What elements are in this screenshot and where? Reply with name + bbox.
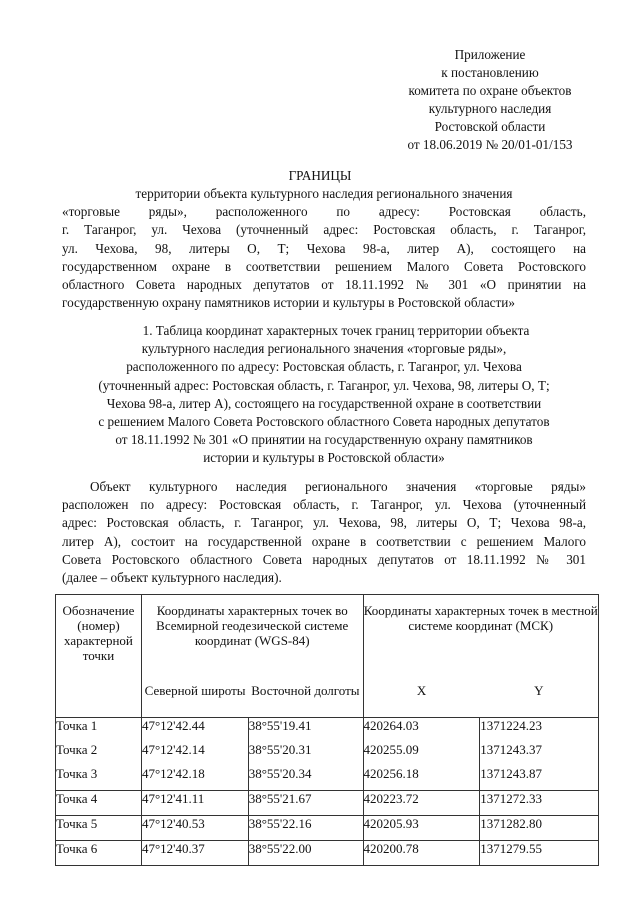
section-line: 1. Таблица координат характерных точек границ территории объекта (142, 323, 530, 338)
header-north: Северной широты (141, 683, 248, 718)
object-line: Объект культурного наследия регионального значения «торговые ряды» (90, 479, 586, 494)
table-subheader-row (56, 683, 599, 718)
object-line: литер А), состоит на государственной охране в соответствии с решением Малого (62, 533, 586, 549)
coordinates-table (55, 594, 599, 866)
header-point: Обозначение (номер) характерной точки (56, 595, 142, 684)
header-y: Y (480, 683, 599, 718)
cell-north: 47°12'40.37 (141, 841, 248, 866)
section-line: культурного наследия регионального значения «торговые ряды», (141, 341, 507, 357)
cell-x: 420264.03 (363, 718, 480, 743)
cell-y: 1371272.33 (480, 791, 599, 816)
section-line: истории и культуры в Ростовской области» (203, 450, 445, 466)
cell-y: 1371282.80 (480, 816, 599, 841)
cell-y: 1371243.87 (480, 766, 599, 791)
cell-point: Точка 1 (56, 718, 142, 743)
cell-north: 47°12'42.44 (141, 718, 248, 743)
cell-east: 38°55'19.41 (248, 718, 363, 743)
intro-line: г. Таганрог, ул. Чехова (уточненный адрес: Ростовская область, г. Таганрог, (62, 222, 586, 238)
appendix-header (380, 46, 600, 154)
cell-x: 420223.72 (363, 791, 480, 816)
object-line: адрес: Ростовская область, г. Таганрог, ул. Чехова, 98, литеры О, Т; Чехова 98-а, (62, 515, 586, 531)
section-line: Чехова 98-а, литер А), состоящего на государственной охране в соответствии (106, 395, 542, 411)
object-paragraph (62, 478, 586, 587)
table-row (56, 841, 599, 866)
header-msk: Координаты характерных точек в местной системе координат (МСК) (363, 595, 599, 684)
cell-y: 1371279.55 (480, 841, 599, 866)
intro-line: «торговые ряды», расположенного по адресу: Ростовская область, (62, 204, 586, 220)
cell-east: 38°55'21.67 (248, 791, 363, 816)
cell-x: 420200.78 (363, 841, 480, 866)
appendix-line: комитета по охране объектов (408, 83, 572, 98)
cell-east: 38°55'22.16 (248, 816, 363, 841)
intro-line: ул. Чехова, 98, литеры О, Т; Чехова 98-а, литер А), состоящего на (62, 240, 586, 256)
section-1-heading (62, 322, 586, 468)
cell-x: 420256.18 (363, 766, 480, 791)
cell-east: 38°55'20.34 (248, 766, 363, 791)
cell-point: Точка 6 (56, 841, 142, 866)
document-title: ГРАНИЦЫ (288, 168, 352, 183)
cell-point: Точка 5 (56, 816, 142, 841)
cell-y: 1371224.23 (480, 718, 599, 743)
header-east: Восточной долготы (251, 683, 360, 698)
cell-point: Точка 2 (56, 742, 142, 766)
cell-north: 47°12'42.14 (141, 742, 248, 766)
header-x: X (363, 683, 480, 718)
intro-paragraph (62, 185, 586, 312)
appendix-line: Приложение (454, 47, 526, 62)
subheader-empty (56, 683, 142, 718)
cell-north: 47°12'42.18 (141, 766, 248, 791)
cell-north: 47°12'40.53 (141, 816, 248, 841)
table-row (56, 791, 599, 816)
section-line: (уточненный адрес: Ростовская область, г. Таганрог, ул. Чехова, 98, литеры О, Т; (98, 377, 550, 393)
object-line: (далее – объект культурного наследия). (62, 570, 282, 586)
object-line: Совета Ростовского областного Совета народных депутатов от 18.11.1992 № 301 (62, 551, 586, 567)
intro-line: территории объекта культурного наследия регионального значения (135, 186, 513, 201)
cell-north: 47°12'41.11 (141, 791, 248, 816)
cell-point: Точка 3 (56, 766, 142, 791)
section-line: расположенного по адресу: Ростовская область, г. Таганрог, ул. Чехова (126, 359, 522, 375)
cell-y: 1371243.37 (480, 742, 599, 766)
header-wgs: Координаты характерных точек во Всемирной геодезической системе координат (WGS-84) (141, 595, 363, 684)
section-line: с решением Малого Совета Ростовского областного Совета народных депутатов (98, 414, 550, 430)
table-header-row (56, 595, 599, 684)
cell-point: Точка 4 (56, 791, 142, 816)
cell-east: 38°55'22.00 (248, 841, 363, 866)
cell-x: 420255.09 (363, 742, 480, 766)
table-row (56, 718, 599, 743)
appendix-line: к постановлению (441, 65, 539, 80)
table-row (56, 742, 599, 766)
intro-line: областного Совета народных депутатов от 18.11.1992 № 301 «О принятии на (62, 277, 586, 293)
appendix-line: Ростовской области (434, 119, 546, 134)
cell-x: 420205.93 (363, 816, 480, 841)
object-line: расположен по адресу: Ростовская область, г. Таганрог, ул. Чехова (уточненный (62, 497, 586, 513)
appendix-line: от 18.06.2019 № 20/01-01/153 (407, 137, 573, 152)
appendix-line: культурного наследия (428, 101, 552, 116)
intro-line: государственную охрану памятников истории и культуры в Ростовской области» (62, 295, 515, 311)
cell-east: 38°55'20.31 (248, 742, 363, 766)
intro-line: государственном охране в соответствии решением Малого Совета Ростовского (62, 258, 586, 274)
section-line: от 18.11.1992 № 301 «О принятии на государственную охрану памятников (115, 432, 533, 448)
table-row (56, 766, 599, 791)
table-row (56, 816, 599, 841)
